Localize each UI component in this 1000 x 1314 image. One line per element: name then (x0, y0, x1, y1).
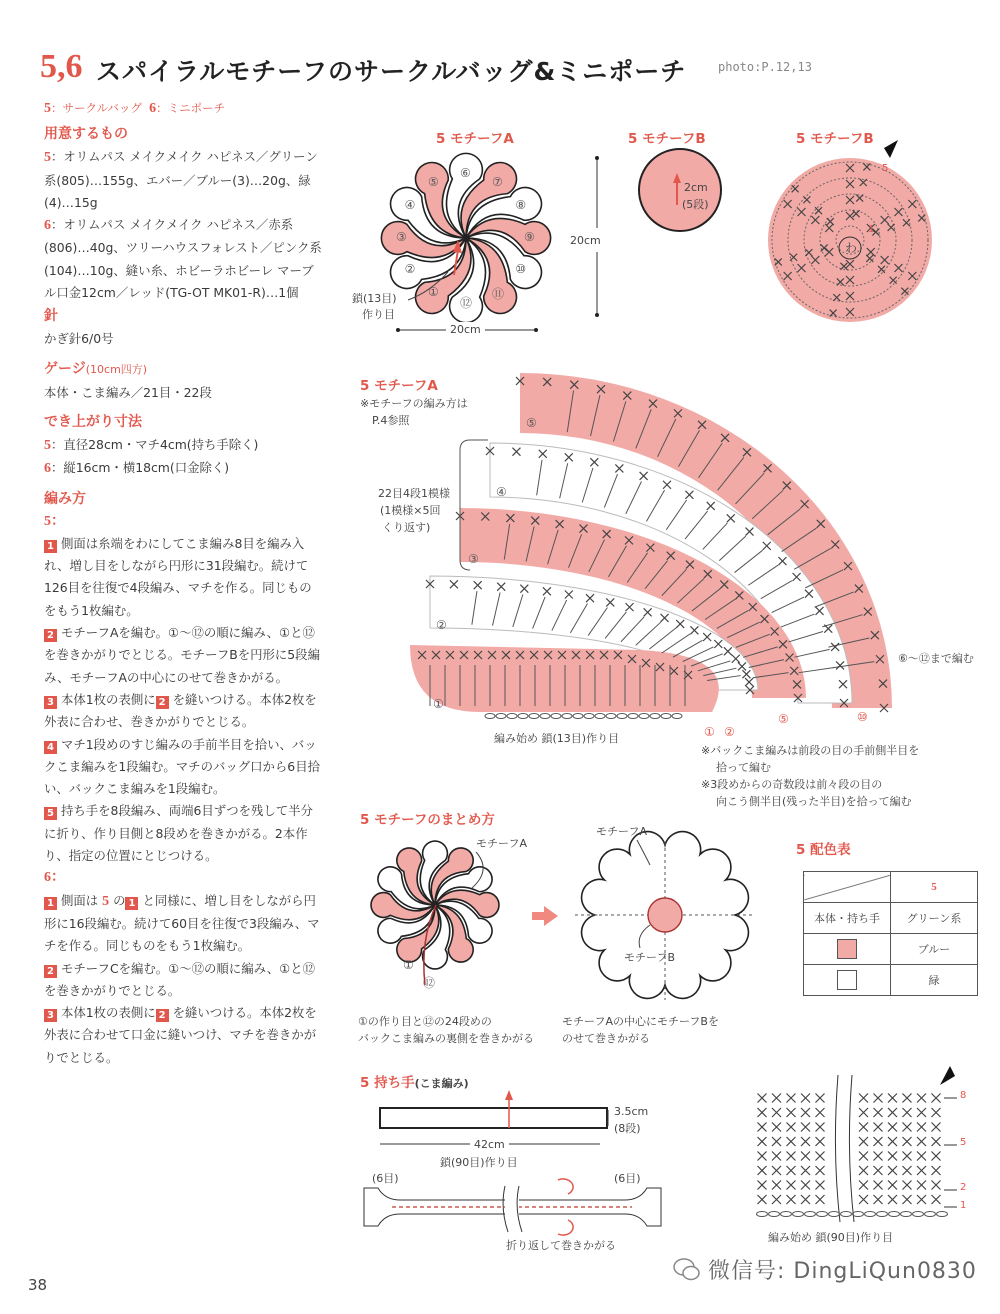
chain-stitch-mark (650, 714, 660, 719)
motif-a-width: 20cm (446, 322, 485, 337)
dimension-dot (396, 328, 400, 332)
motif-b-chart-title: 5 モチーフB (796, 131, 874, 147)
chain-stitch-mark (865, 1212, 876, 1217)
repeat-note-2: (1模様×5回 (380, 504, 441, 517)
step-5-3 (44, 689, 324, 734)
single-crochet-mark (932, 1108, 941, 1117)
single-crochet-mark (874, 1123, 883, 1132)
row-mark: ⑩ (857, 710, 868, 724)
pink-swatch (837, 939, 857, 959)
step-text: 本体1枚の表側に (61, 1005, 156, 1021)
single-crochet-mark (917, 1094, 926, 1103)
chain-stitch-mark (529, 714, 539, 719)
motif-a-chart-note-ref: P.4参照 (372, 414, 410, 427)
single-crochet-mark (772, 1123, 781, 1132)
single-crochet-mark (859, 1181, 868, 1190)
row-5-mark: 5 (882, 163, 889, 174)
single-crochet-mark (801, 1166, 810, 1175)
single-crochet-mark (903, 1181, 912, 1190)
single-crochet-mark (859, 1166, 868, 1175)
single-crochet-mark (772, 1137, 781, 1146)
handle-right-stitches: (6目) (614, 1172, 641, 1185)
single-crochet-mark (758, 1152, 767, 1161)
arrow-right-icon (532, 912, 546, 920)
step-badge: 2 (44, 629, 57, 642)
chart-note: ※バックこま編みは前段の目の手前側半目を (701, 744, 920, 757)
single-crochet-mark (932, 1195, 941, 1204)
single-crochet-mark (903, 1166, 912, 1175)
motif-a-chain-label: 作り目 (362, 308, 395, 321)
handle-title (360, 1075, 469, 1092)
chain-stitch-mark (793, 1212, 804, 1217)
single-crochet-mark (874, 1108, 883, 1117)
single-crochet-mark (859, 1123, 868, 1132)
single-crochet-mark (874, 1195, 883, 1204)
step-6-2 (44, 958, 324, 1003)
single-crochet-mark (801, 1195, 810, 1204)
needle-value: かぎ針6/0号 (44, 331, 114, 347)
chain-stitch-mark (913, 1212, 924, 1217)
table-cell-swatch (804, 934, 891, 965)
single-crochet-mark (932, 1123, 941, 1132)
handle-row-2: 2 (960, 1182, 967, 1193)
single-crochet-mark (787, 1137, 796, 1146)
single-crochet-mark (888, 1181, 897, 1190)
fold-arrow-icon (558, 1220, 573, 1235)
wechat-icon (672, 1256, 702, 1284)
step-5-4 (44, 734, 324, 801)
chain-stitch-mark (877, 1212, 888, 1217)
single-crochet-mark (816, 1108, 825, 1117)
single-crochet-mark (917, 1181, 926, 1190)
single-crochet-mark (917, 1137, 926, 1146)
single-crochet-mark (874, 1137, 883, 1146)
assembly-caption-2b: のせて巻きかがる (562, 1032, 650, 1045)
chain-stitch-mark (595, 714, 605, 719)
single-crochet-mark (801, 1152, 810, 1161)
row-mark: ② (724, 725, 735, 739)
subtitle-bag: ：サークルバッグ (51, 101, 142, 115)
yarn-cut-icon (940, 1066, 955, 1085)
row-label: ① (433, 697, 444, 711)
step-5-5 (44, 800, 324, 867)
chain-stitch-mark (540, 714, 550, 719)
single-crochet-mark (888, 1137, 897, 1146)
step-text: と同様に、増し目をしながら円形に16段編む。続けて60目を往復で3段編み、マチを作る。同じものをもう1枚編む。 (44, 892, 320, 954)
gauge-note: (10cm四方) (85, 362, 148, 376)
chain-stitch-mark (889, 1212, 900, 1217)
single-crochet-mark (758, 1123, 767, 1132)
chart-note: 拾って編む (716, 761, 771, 774)
assembly-caption-1b: バックこま編みの裏側を巻きかがる (358, 1032, 534, 1045)
step-badge: 4 (44, 741, 57, 754)
single-crochet-mark (772, 1152, 781, 1161)
chain-stitch-mark (518, 714, 528, 719)
step-badge: 5 (44, 807, 57, 820)
single-crochet-mark (932, 1152, 941, 1161)
assembly-row-1: ① (403, 958, 414, 972)
step-text: 持ち手を8段編み、両端6目ずつを残して半分に折り、作り目側と8段めを巻きかがる。2本作り、指定の位置にとじつける。 (44, 803, 313, 864)
chain-stitch-mark (672, 714, 682, 719)
table-cell-value: ブルー (891, 934, 978, 965)
chart-note: ※3段めからの奇数段は前々段の目の (701, 778, 883, 791)
row-mark: ⑤ (778, 712, 789, 726)
motif-a-chart-note: ※モチーフの編み方は (360, 397, 468, 410)
single-crochet-mark (801, 1137, 810, 1146)
chain-stitch-mark (639, 714, 649, 719)
single-crochet-mark (787, 1181, 796, 1190)
pattern-number: 5,6 (40, 48, 83, 85)
instructions-column (44, 97, 324, 1069)
single-crochet-mark (874, 1181, 883, 1190)
single-crochet-mark (772, 1181, 781, 1190)
petal-label: ⑧ (515, 198, 527, 212)
single-crochet-mark (787, 1123, 796, 1132)
needle-heading: 針 (44, 308, 58, 325)
single-crochet-mark (917, 1152, 926, 1161)
dimension-dot (595, 156, 599, 160)
single-crochet-mark (816, 1123, 825, 1132)
step-text: を縫いつける。本体2枚を外表に合わせ、巻きかがりでとじる。 (44, 691, 317, 730)
single-crochet-mark (903, 1152, 912, 1161)
single-crochet-mark (932, 1137, 941, 1146)
chain-stitch-mark (901, 1212, 912, 1217)
item-number: 5 (44, 437, 51, 453)
step-badge: 3 (44, 1009, 57, 1022)
pattern-row-band (410, 645, 719, 712)
single-crochet-mark (917, 1108, 926, 1117)
page-number: 38 (28, 1276, 48, 1294)
chart-note: 向こう側半目(残った半目)を拾って編む (716, 795, 912, 808)
table-cell-value: 緑 (891, 965, 978, 996)
method-heading: 編み方 (44, 490, 86, 507)
single-crochet-mark (917, 1195, 926, 1204)
handle-row-5: 5 (960, 1137, 967, 1148)
assembly-motif-a-label-2: モチーフA (596, 825, 647, 838)
single-crochet-mark (816, 1166, 825, 1175)
table-cell-label: 本体・持ち手 (804, 903, 891, 934)
chart-start-label: 編み始め 鎖(13目)作り目 (494, 732, 620, 745)
single-crochet-mark (758, 1108, 767, 1117)
watermark: 微信号: DingLiQun0830 (708, 1259, 977, 1284)
item-number: 5 (102, 893, 110, 909)
color-table (803, 871, 978, 996)
step-badge: 3 (44, 696, 57, 709)
chain-stitch-mark (937, 1212, 948, 1217)
single-crochet-mark (816, 1137, 825, 1146)
magic-ring-label: わ (845, 241, 858, 255)
single-crochet-mark (772, 1195, 781, 1204)
item-number: 6 (44, 461, 51, 477)
handle-title-text: 5 持ち手 (360, 1075, 415, 1091)
motif-a-height: 20cm (570, 234, 601, 247)
motif-a-title: 5 モチーフA (436, 131, 514, 147)
size-heading: でき上がり寸法 (44, 413, 142, 430)
step-6-1 (44, 890, 324, 958)
item-number: 6 (44, 218, 51, 234)
petal-label: ⑨ (524, 230, 535, 244)
single-crochet-mark (772, 1108, 781, 1117)
chain-stitch-mark (507, 714, 517, 719)
chain-stitch-mark (757, 1212, 768, 1217)
subtitle-pouch: ：ミニポーチ (156, 101, 226, 115)
single-crochet-mark (874, 1152, 883, 1161)
single-crochet-mark (859, 1152, 868, 1161)
motif-b-title: 5 モチーフB (628, 131, 706, 147)
step-ref-badge: 2 (156, 1009, 169, 1022)
chain-stitch-mark (485, 714, 495, 719)
single-crochet-mark (888, 1108, 897, 1117)
row-label: ② (436, 618, 447, 632)
single-crochet-mark (801, 1123, 810, 1132)
single-crochet-mark (917, 1123, 926, 1132)
step-badge: 2 (44, 965, 57, 978)
table-cell-swatch (804, 965, 891, 996)
fold-arrow-icon (558, 1179, 573, 1194)
materials-5-text: ：オリムパス メイクメイク ハピネス／グリーン系(805)…155g、エバー／ブルー(3)…20g、緑(4)…15g (44, 149, 318, 210)
assembly-row-12: ⑫ (423, 976, 436, 990)
single-crochet-mark (801, 1181, 810, 1190)
page-title: スパイラルモチーフのサークルバッグ&ミニポーチ (96, 57, 687, 86)
assembly-title: 5 モチーフのまとめ方 (360, 812, 495, 828)
size-5-text: ：直径28cm・マチ4cm(持ち手除く) (51, 436, 259, 452)
single-crochet-mark (874, 1094, 883, 1103)
motif-a-chain: 鎖(13目) (352, 292, 397, 305)
step-badge: 1 (44, 897, 57, 910)
assembly-caption-2: モチーフAの中心にモチーフBを (562, 1015, 719, 1028)
petal-label: ⑥ (460, 166, 471, 180)
table-row (804, 934, 978, 965)
gauge-value: 本体・こま編み／21目・22段 (44, 384, 212, 400)
arrow-head-icon (505, 1090, 513, 1100)
single-crochet-mark (888, 1123, 897, 1132)
petal-label: ⑪ (492, 287, 505, 302)
row-label: ⑤ (526, 416, 537, 430)
single-crochet-mark (888, 1152, 897, 1161)
materials-6-text: ：オリムパス メイクメイク ハピネス／赤系(806)…40g、ツリーハウスフォレスト／ピンク系(104)…10g、縫い糸、ホビーラホビーレ マーブル口金12cm／レッド(TG-OT MK01-R)…1個 (44, 217, 322, 301)
handle-length: 42cm (470, 1137, 509, 1152)
single-crochet-mark (801, 1108, 810, 1117)
single-crochet-mark (801, 1094, 810, 1103)
repeat-note-1: 22目4段1模様 (378, 487, 450, 500)
handle-fold-label: 折り返して巻きかがる (506, 1239, 616, 1252)
handle-row-1: 1 (960, 1200, 967, 1211)
gauge-heading-text: ゲージ (44, 360, 86, 377)
step-5-2 (44, 622, 324, 689)
table-row (804, 965, 978, 996)
single-crochet-mark (758, 1166, 767, 1175)
step-text: を縫いつける。本体2枚を外表に合わせて口金に縫いつけ、マチを巻きかがりでとじる。 (44, 1005, 317, 1065)
single-crochet-mark (932, 1166, 941, 1175)
chain-stitch-mark (562, 714, 572, 719)
chain-stitch-mark (817, 1212, 828, 1217)
chain-stitch-mark (573, 714, 583, 719)
row-label: ③ (468, 552, 479, 566)
motif-a-chart-title: 5 モチーフA (360, 378, 438, 394)
motif-b-size: 2cm (684, 181, 708, 194)
motif-b-circle (639, 149, 721, 231)
row-1-mark: 1 (868, 224, 875, 235)
single-crochet-mark (903, 1094, 912, 1103)
yarn-cut-icon (884, 140, 898, 158)
white-swatch (837, 970, 857, 990)
single-crochet-mark (772, 1094, 781, 1103)
single-crochet-mark (758, 1195, 767, 1204)
step-text: 側面は糸端をわにしてこま編み8目を編み入れ、増し目をしながら円形に31段編む。続けて126目を往復で4段編み、マチを作る。同じものをもう1枚編む。 (44, 535, 312, 618)
single-crochet-mark (903, 1123, 912, 1132)
handle-chart-start: 編み始め 鎖(90目)作り目 (768, 1231, 894, 1244)
single-crochet-mark (758, 1137, 767, 1146)
assembly-motif-a-label: モチーフA (476, 837, 527, 850)
handle-row-8: 8 (960, 1090, 967, 1101)
handle-rows: (8段) (614, 1122, 641, 1135)
handle-title-note: (こま編み) (414, 1077, 469, 1090)
chain-stitch-mark (617, 714, 627, 719)
single-crochet-mark (859, 1108, 868, 1117)
single-crochet-mark (787, 1195, 796, 1204)
single-crochet-mark (903, 1195, 912, 1204)
petal-label: ③ (396, 230, 407, 244)
single-crochet-mark (787, 1094, 796, 1103)
single-crochet-mark (932, 1094, 941, 1103)
single-crochet-mark (787, 1108, 796, 1117)
step-text: 側面は (61, 892, 103, 908)
item-number: 5 (44, 101, 51, 116)
single-crochet-mark (816, 1181, 825, 1190)
motif-b-center (648, 898, 682, 932)
table-row (804, 903, 978, 934)
petal-label: ① (428, 285, 439, 300)
gauge-heading (44, 357, 324, 382)
single-crochet-mark (758, 1094, 767, 1103)
single-crochet-mark (903, 1137, 912, 1146)
single-crochet-mark (816, 1094, 825, 1103)
step-5-1 (44, 533, 324, 622)
single-crochet-mark (772, 1166, 781, 1175)
materials-6 (44, 214, 324, 304)
step-text: マチ1段めのすじ編みの手前半目を拾い、バックこま編みを1段編む。マチのバッグ口から6目拾い、バックこま編みを1段編む。 (44, 736, 320, 797)
single-crochet-mark (816, 1195, 825, 1204)
table-header-5: 5 (891, 872, 978, 903)
motif-b-chart-circle (768, 158, 932, 322)
step-ref-badge: 1 (125, 897, 138, 910)
size-5 (44, 434, 324, 457)
single-crochet-mark (787, 1166, 796, 1175)
single-crochet-mark (888, 1166, 897, 1175)
chain-stitch-mark (781, 1212, 792, 1217)
handle-strip (380, 1108, 607, 1128)
motif-b-rows: (5段) (682, 198, 709, 211)
continue-label: ⑥～⑫まで編む (898, 652, 974, 665)
chain-stitch-mark (829, 1212, 840, 1217)
single-crochet-mark (903, 1108, 912, 1117)
subtitle (44, 97, 324, 120)
size-6 (44, 457, 324, 480)
dimension-dot (534, 328, 538, 332)
row-label: ④ (496, 485, 507, 499)
chain-stitch-mark (628, 714, 638, 719)
chain-stitch-mark (661, 714, 671, 719)
petal-label: ② (404, 262, 416, 276)
single-crochet-mark (758, 1181, 767, 1190)
petal-label: ⑦ (492, 174, 503, 189)
single-crochet-mark (917, 1166, 926, 1175)
petal-label: ⑩ (515, 262, 527, 276)
single-crochet-mark (859, 1094, 868, 1103)
handle-left-stitches: (6目) (372, 1172, 399, 1185)
step-text: モチーフAを編む。①～⑫の順に編み、①と⑫を巻きかがりでとじる。モチーフBを円形に5段編み、モチーフAの中心にのせて巻きかがる。 (44, 625, 320, 685)
color-table-title: 5 配色表 (796, 842, 851, 858)
break-mark (835, 1075, 854, 1222)
petal-label: ⑤ (428, 174, 439, 189)
arrow-right-icon (544, 906, 558, 926)
chain-stitch-mark (496, 714, 506, 719)
chain-stitch-mark (551, 714, 561, 719)
table-corner-cell (804, 872, 891, 903)
size-6-text: ：縦16cm・横18cm(口金除く) (51, 460, 230, 476)
step-ref-badge: 2 (156, 696, 169, 709)
chain-stitch-mark (769, 1212, 780, 1217)
assembly-caption-1: ①の作り目と⑫の24段めの (358, 1015, 492, 1028)
single-crochet-mark (932, 1181, 941, 1190)
chain-stitch-mark (584, 714, 594, 719)
single-crochet-mark (859, 1195, 868, 1204)
table-cell-value: グリーン系 (891, 903, 978, 934)
item-number: 6 (149, 101, 157, 116)
chain-stitch-mark (606, 714, 616, 719)
materials-5 (44, 146, 324, 214)
materials-heading: 用意するもの (44, 126, 128, 143)
method-5-label: 5： (44, 513, 65, 529)
photo-reference: photo:P.12,13 (718, 60, 812, 74)
single-crochet-mark (787, 1152, 796, 1161)
repeat-note-3: くり返す) (382, 521, 431, 534)
chain-stitch-mark (853, 1212, 864, 1217)
step-text: 本体1枚の表側に (61, 691, 156, 707)
single-crochet-mark (874, 1166, 883, 1175)
step-6-3 (44, 1002, 324, 1069)
handle-chain: 鎖(90目)作り目 (440, 1156, 518, 1169)
step-badge: 1 (44, 540, 57, 553)
handle-height: 3.5cm (614, 1105, 649, 1118)
single-crochet-mark (888, 1094, 897, 1103)
step-text: の (109, 892, 126, 908)
chain-stitch-mark (841, 1212, 852, 1217)
assembly-motif-b-label: モチーフB (624, 951, 675, 964)
petal-label: ⑫ (460, 296, 473, 310)
table-row (804, 872, 978, 903)
step-text: モチーフCを編む。①～⑫の順に編み、①と⑫を巻きかがりでとじる。 (44, 960, 316, 998)
single-crochet-mark (888, 1195, 897, 1204)
single-crochet-mark (859, 1137, 868, 1146)
method-6-label: 6： (44, 870, 65, 886)
item-number: 5 (44, 150, 51, 166)
single-crochet-mark (816, 1152, 825, 1161)
row-mark: ① (704, 725, 715, 739)
chain-stitch-mark (805, 1212, 816, 1217)
chain-stitch-mark (925, 1212, 936, 1217)
petal-label: ④ (404, 198, 416, 212)
dimension-dot (595, 313, 599, 317)
